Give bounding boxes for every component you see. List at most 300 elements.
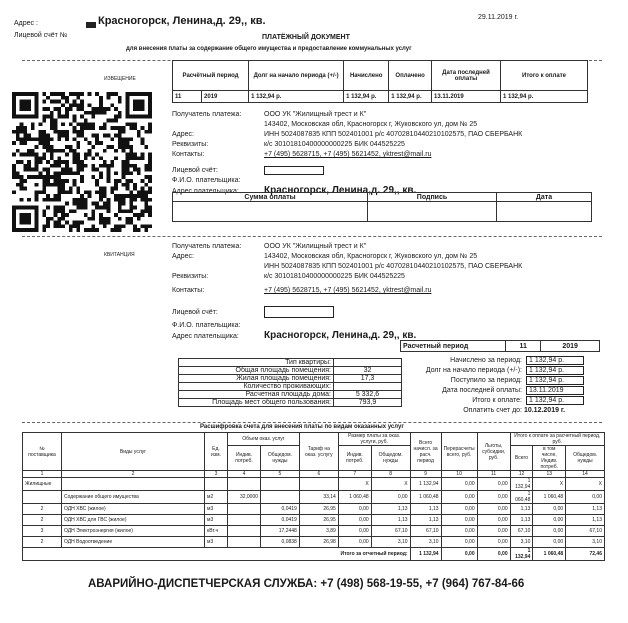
r-account-label: Лицевой счёт: bbox=[172, 308, 218, 316]
qr-module bbox=[118, 209, 122, 213]
qr-module bbox=[65, 190, 69, 194]
qr-module bbox=[80, 107, 84, 111]
total-value: 1 132,94 bbox=[410, 548, 441, 561]
qr-module bbox=[42, 183, 46, 187]
qr-module bbox=[27, 149, 31, 153]
qr-module bbox=[148, 213, 152, 217]
qr-module bbox=[107, 209, 111, 213]
qr-module bbox=[129, 149, 133, 153]
group-value: X bbox=[566, 478, 605, 491]
qr-module bbox=[54, 179, 58, 183]
qr-module bbox=[84, 153, 88, 157]
qr-module bbox=[57, 209, 61, 213]
qr-module bbox=[73, 103, 77, 107]
qr-module bbox=[88, 190, 92, 194]
qr-module bbox=[65, 137, 69, 141]
qr-module bbox=[114, 194, 118, 198]
cell-no: 2 bbox=[23, 504, 62, 515]
qr-module bbox=[46, 221, 50, 225]
table-row bbox=[23, 504, 605, 515]
empty-cell bbox=[62, 478, 205, 491]
qr-module bbox=[99, 111, 103, 115]
qr-module bbox=[69, 209, 73, 213]
contacts-value[interactable]: +7 (495) 5628715, +7 (495) 5621452, yktrest@mail.ru bbox=[264, 151, 432, 158]
cell-tc: 1,13 bbox=[566, 504, 605, 515]
qr-module bbox=[137, 171, 141, 175]
period-table bbox=[400, 340, 600, 352]
qr-module bbox=[73, 202, 77, 206]
qr-module bbox=[122, 145, 126, 149]
qr-module bbox=[141, 179, 145, 183]
qr-module bbox=[54, 149, 58, 153]
qr-module bbox=[148, 126, 152, 130]
cell-tot: 1,13 bbox=[510, 504, 533, 515]
qr-module bbox=[126, 221, 130, 225]
qr-module bbox=[95, 92, 99, 96]
qr-module bbox=[69, 224, 73, 228]
cell-tariff: 26,95 bbox=[299, 504, 338, 515]
cell-v1 bbox=[228, 504, 261, 515]
th-last-paid: Дата последней оплаты bbox=[432, 61, 501, 91]
qr-module bbox=[50, 122, 54, 126]
qr-module bbox=[103, 224, 107, 228]
qr-module bbox=[126, 179, 130, 183]
qr-module bbox=[88, 122, 92, 126]
qr-module bbox=[69, 149, 73, 153]
qr-module bbox=[76, 160, 80, 164]
qr-module bbox=[31, 137, 35, 141]
qr-module bbox=[95, 206, 99, 210]
qr-module bbox=[27, 134, 31, 138]
qr-module bbox=[114, 156, 118, 160]
qr-module bbox=[95, 168, 99, 172]
qr-module bbox=[50, 145, 54, 149]
qr-module bbox=[16, 183, 20, 187]
qr-module bbox=[148, 206, 152, 210]
qr-module bbox=[99, 194, 103, 198]
qr-module bbox=[23, 179, 27, 183]
qr-module bbox=[61, 206, 65, 210]
qr-module bbox=[20, 198, 24, 202]
qr-module bbox=[61, 96, 65, 100]
qr-module bbox=[118, 137, 122, 141]
qr-module bbox=[61, 103, 65, 107]
qr-module bbox=[144, 228, 148, 232]
qr-module bbox=[141, 198, 145, 202]
qr-module bbox=[35, 153, 39, 157]
th-charged: Начислено bbox=[344, 61, 389, 91]
qr-module bbox=[61, 190, 65, 194]
qr-module bbox=[16, 149, 20, 153]
qr-module bbox=[122, 168, 126, 172]
apt-row bbox=[179, 391, 402, 399]
qr-module bbox=[54, 130, 58, 134]
apt-value bbox=[334, 383, 402, 391]
r-requisites-1: ИНН 5024087835 КПП 502401001 р/с 40702810440210102575, ПАО СБЕРБАНК bbox=[264, 263, 523, 270]
qr-module bbox=[133, 183, 137, 187]
qr-module bbox=[114, 149, 118, 153]
qr-module bbox=[114, 228, 118, 232]
qr-module bbox=[110, 160, 114, 164]
qr-module bbox=[57, 164, 61, 168]
qr-module bbox=[126, 145, 130, 149]
qr-module bbox=[107, 206, 111, 210]
qr-module bbox=[65, 179, 69, 183]
qr-module bbox=[114, 134, 118, 138]
qr-module bbox=[61, 171, 65, 175]
cell-c2: 0,00 bbox=[371, 491, 410, 504]
payer-address: Красногорск, Ленина,д. 29,, кв. bbox=[264, 185, 417, 197]
qr-module bbox=[50, 126, 54, 130]
qr-module bbox=[133, 198, 137, 202]
qr-module bbox=[118, 115, 122, 119]
qr-module bbox=[61, 160, 65, 164]
bh-t-ind: Индив. потреб. bbox=[540, 458, 558, 470]
cell-tariff: 26,95 bbox=[299, 515, 338, 526]
qr-module bbox=[144, 183, 148, 187]
qr-module bbox=[103, 160, 107, 164]
qr-module bbox=[27, 160, 31, 164]
qr-module bbox=[141, 194, 145, 198]
qr-module bbox=[133, 224, 137, 228]
cell-rec: 0,00 bbox=[441, 537, 477, 548]
cell-c1: 1 060,48 bbox=[338, 491, 371, 504]
qr-module bbox=[103, 190, 107, 194]
r-payer-address: Красногорск, Ленина,д. 29,, кв. bbox=[264, 330, 417, 341]
qr-module bbox=[129, 190, 133, 194]
qr-module bbox=[76, 202, 80, 206]
summary-row bbox=[400, 366, 610, 376]
qr-module bbox=[118, 198, 122, 202]
bh-recalc: Перерасчеты всего, руб. bbox=[441, 433, 477, 471]
qr-module bbox=[76, 224, 80, 228]
qr-module bbox=[42, 224, 46, 228]
qr-module bbox=[46, 175, 50, 179]
qr-module bbox=[103, 187, 107, 191]
qr-module bbox=[42, 187, 46, 191]
qr-module bbox=[118, 194, 122, 198]
qr-module bbox=[31, 122, 35, 126]
qr-module bbox=[103, 194, 107, 198]
qr-module bbox=[114, 118, 118, 122]
qr-module bbox=[61, 122, 65, 126]
qr-module bbox=[99, 156, 103, 160]
qr-module bbox=[20, 137, 24, 141]
qr-module bbox=[137, 168, 141, 172]
qr-module bbox=[69, 103, 73, 107]
apt-value: 17,3 bbox=[334, 375, 402, 383]
qr-module bbox=[99, 206, 103, 210]
qr-module bbox=[129, 164, 133, 168]
col-number: 9 bbox=[410, 471, 441, 478]
qr-module bbox=[50, 217, 54, 221]
summary-label: Дата последней оплаты: bbox=[442, 387, 522, 394]
qr-module bbox=[91, 164, 95, 168]
qr-module bbox=[54, 198, 58, 202]
qr-module bbox=[126, 168, 130, 172]
qr-module bbox=[114, 213, 118, 217]
qr-module bbox=[99, 164, 103, 168]
cell-name: Содержание общего имущества bbox=[62, 491, 205, 504]
qr-module bbox=[103, 107, 107, 111]
redaction-mark bbox=[86, 22, 96, 28]
qr-module bbox=[129, 202, 133, 206]
col-number: 10 bbox=[441, 471, 477, 478]
qr-module bbox=[73, 137, 77, 141]
qr-module bbox=[61, 179, 65, 183]
qr-module bbox=[57, 190, 61, 194]
qr-module bbox=[95, 228, 99, 232]
qr-module bbox=[54, 213, 58, 217]
qr-module bbox=[46, 137, 50, 141]
group-label: Жилищные bbox=[23, 478, 62, 491]
group-value: 1 132,94 bbox=[410, 478, 441, 491]
bh-no: № поставщика bbox=[23, 433, 62, 471]
qr-module bbox=[144, 190, 148, 194]
qr-module bbox=[133, 168, 137, 172]
cell-ben: 0,00 bbox=[477, 515, 510, 526]
total-label: Итого за отчетный период: bbox=[23, 548, 411, 561]
qr-module bbox=[27, 175, 31, 179]
receipt-label: КВИТАНЦИЯ bbox=[104, 252, 135, 258]
qr-module bbox=[69, 92, 73, 96]
qr-module bbox=[148, 187, 152, 191]
qr-module bbox=[42, 130, 46, 134]
qr-module bbox=[107, 145, 111, 149]
bh-unit: Ед. изм. bbox=[205, 433, 228, 471]
bh-service: Виды услуг bbox=[62, 433, 205, 471]
qr-module bbox=[73, 171, 77, 175]
cell-name: ОДН ХВС для ГВС (жилое) bbox=[62, 515, 205, 526]
qr-module bbox=[91, 145, 95, 149]
qr-module bbox=[50, 153, 54, 157]
qr-module bbox=[69, 122, 73, 126]
qr-module bbox=[122, 160, 126, 164]
period-year: 2019 bbox=[202, 91, 249, 103]
qr-module bbox=[20, 187, 24, 191]
total-value: 0,00 bbox=[477, 548, 510, 561]
qr-module bbox=[50, 149, 54, 153]
qr-module bbox=[54, 209, 58, 213]
col-number: 2 bbox=[62, 471, 205, 478]
qr-module bbox=[126, 217, 130, 221]
qr-module bbox=[57, 217, 61, 221]
qr-module bbox=[76, 153, 80, 157]
cell-ben: 0,00 bbox=[477, 504, 510, 515]
qr-module bbox=[16, 171, 20, 175]
qr-module bbox=[114, 126, 118, 130]
group-value: X bbox=[338, 478, 371, 491]
qr-module bbox=[42, 179, 46, 183]
qr-module bbox=[38, 171, 42, 175]
qr-module bbox=[80, 198, 84, 202]
qr-module bbox=[16, 175, 20, 179]
qr-module bbox=[31, 149, 35, 153]
qr-module bbox=[110, 103, 114, 107]
qr-module bbox=[144, 145, 148, 149]
qr-module bbox=[91, 156, 95, 160]
cell-acc: 3,10 bbox=[410, 537, 441, 548]
qr-module bbox=[80, 103, 84, 107]
bh-common: Общедом. нужды bbox=[566, 446, 605, 471]
cell-ben: 0,00 bbox=[477, 491, 510, 504]
breakdown-table bbox=[22, 432, 605, 561]
qr-module bbox=[84, 156, 88, 160]
qr-module bbox=[61, 130, 65, 134]
cell-tariff: 26,98 bbox=[299, 537, 338, 548]
qr-module bbox=[42, 137, 46, 141]
qr-module bbox=[126, 122, 130, 126]
qr-module bbox=[148, 164, 152, 168]
qr-module bbox=[118, 217, 122, 221]
qr-module bbox=[118, 100, 122, 104]
col-number: 1 bbox=[23, 471, 62, 478]
qr-module bbox=[38, 122, 42, 126]
qr-module bbox=[114, 92, 118, 96]
qr-module bbox=[126, 137, 130, 141]
qr-module bbox=[110, 145, 114, 149]
cell-no: 2 bbox=[23, 515, 62, 526]
qr-module bbox=[69, 107, 73, 111]
qr-module bbox=[84, 190, 88, 194]
cell-name: ОДН Электроэнергия (жилое) bbox=[62, 526, 205, 537]
top-summary-table bbox=[172, 60, 588, 103]
qr-module bbox=[118, 126, 122, 130]
col-number: 11 bbox=[477, 471, 510, 478]
summary-value: 1 132,94 р. bbox=[526, 366, 584, 375]
qr-module bbox=[76, 187, 80, 191]
qr-module bbox=[57, 224, 61, 228]
qr-module bbox=[133, 213, 137, 217]
qr-module bbox=[35, 164, 39, 168]
qr-module bbox=[57, 171, 61, 175]
qr-module bbox=[144, 130, 148, 134]
qr-module bbox=[95, 190, 99, 194]
qr-module bbox=[80, 100, 84, 104]
qr-module bbox=[122, 137, 126, 141]
qr-module bbox=[42, 190, 46, 194]
qr-module bbox=[46, 145, 50, 149]
recipient-label: Получатель платежа: bbox=[172, 111, 242, 118]
qr-module bbox=[148, 168, 152, 172]
qr-module bbox=[80, 206, 84, 210]
table-row bbox=[23, 491, 605, 504]
qr-module bbox=[54, 100, 58, 104]
qr-module bbox=[16, 134, 20, 138]
r-requisites-2: к/с 30101810400000000225 БИК 044525225 bbox=[264, 273, 405, 280]
group-value: 0,00 bbox=[477, 478, 510, 491]
qr-module bbox=[99, 107, 103, 111]
qr-module bbox=[50, 198, 54, 202]
qr-module bbox=[110, 187, 114, 191]
cell-rec: 0,00 bbox=[441, 515, 477, 526]
qr-module bbox=[84, 228, 88, 232]
apartment-table bbox=[178, 358, 402, 407]
cell-tc: 1,13 bbox=[566, 515, 605, 526]
qr-module bbox=[99, 187, 103, 191]
r-recipient-value: ООО УК "Жилищный трест и К" bbox=[264, 243, 367, 250]
cell-c2: 3,10 bbox=[371, 537, 410, 548]
qr-module bbox=[141, 224, 145, 228]
qr-module bbox=[144, 206, 148, 210]
qr-module bbox=[133, 228, 137, 232]
qr-module bbox=[110, 126, 114, 130]
cell-v1 bbox=[228, 537, 261, 548]
qr-module bbox=[110, 137, 114, 141]
qr-module bbox=[54, 206, 58, 210]
qr-module bbox=[57, 156, 61, 160]
qr-module bbox=[84, 213, 88, 217]
qr-module bbox=[65, 107, 69, 111]
qr-module bbox=[42, 228, 46, 232]
qr-module bbox=[20, 141, 24, 145]
cell-name: ОДН Водоотведение bbox=[62, 537, 205, 548]
qr-module bbox=[54, 171, 58, 175]
qr-module bbox=[88, 194, 92, 198]
qr-module bbox=[122, 175, 126, 179]
qr-module bbox=[141, 137, 145, 141]
qr-module bbox=[35, 198, 39, 202]
summary-value: 1 132,94 р. bbox=[526, 396, 584, 405]
qr-module bbox=[23, 153, 27, 157]
qr-module bbox=[69, 228, 73, 232]
qr-module bbox=[23, 168, 27, 172]
qr-module bbox=[118, 179, 122, 183]
qr-module bbox=[141, 190, 145, 194]
qr-module bbox=[126, 141, 130, 145]
apt-row bbox=[179, 359, 402, 367]
qr-module bbox=[65, 160, 69, 164]
qr-module bbox=[122, 202, 126, 206]
cell-acc: 67,10 bbox=[410, 526, 441, 537]
qr-module bbox=[65, 153, 69, 157]
qr-module bbox=[42, 100, 46, 104]
r-contacts-value[interactable]: +7 (495) 5628715, +7 (495) 5621452, yktrest@mail.ru bbox=[264, 287, 432, 294]
qr-module bbox=[129, 137, 133, 141]
qr-module bbox=[31, 153, 35, 157]
qr-module bbox=[122, 171, 126, 175]
qr-module bbox=[99, 198, 103, 202]
qr-module bbox=[46, 168, 50, 172]
qr-module bbox=[65, 171, 69, 175]
qr-module bbox=[50, 164, 54, 168]
cell-no bbox=[23, 491, 62, 504]
qr-module bbox=[50, 92, 54, 96]
cell-tariff: 3,89 bbox=[299, 526, 338, 537]
r-contacts-label: Контакты: bbox=[172, 287, 205, 294]
qr-module bbox=[144, 164, 148, 168]
qr-module bbox=[99, 96, 103, 100]
qr-module bbox=[73, 153, 77, 157]
qr-module bbox=[38, 156, 42, 160]
divider bbox=[22, 236, 602, 237]
r-payer-name-label: Ф.И.О. плательщика: bbox=[172, 322, 241, 329]
qr-module bbox=[144, 202, 148, 206]
apt-value bbox=[334, 359, 402, 367]
total-value: 1 060,48 bbox=[533, 548, 566, 561]
qr-module bbox=[99, 103, 103, 107]
qr-module bbox=[42, 92, 46, 96]
table-row bbox=[23, 526, 605, 537]
total-value: 1 132,94 р. bbox=[501, 91, 588, 103]
breakdown-title: Расшифровка счета для внесения платы по видам оказанных услуг bbox=[200, 424, 404, 430]
qr-module bbox=[65, 96, 69, 100]
qr-module bbox=[110, 190, 114, 194]
qr-module bbox=[46, 179, 50, 183]
qr-module bbox=[46, 141, 50, 145]
qr-module bbox=[88, 149, 92, 153]
qr-module bbox=[122, 141, 126, 145]
